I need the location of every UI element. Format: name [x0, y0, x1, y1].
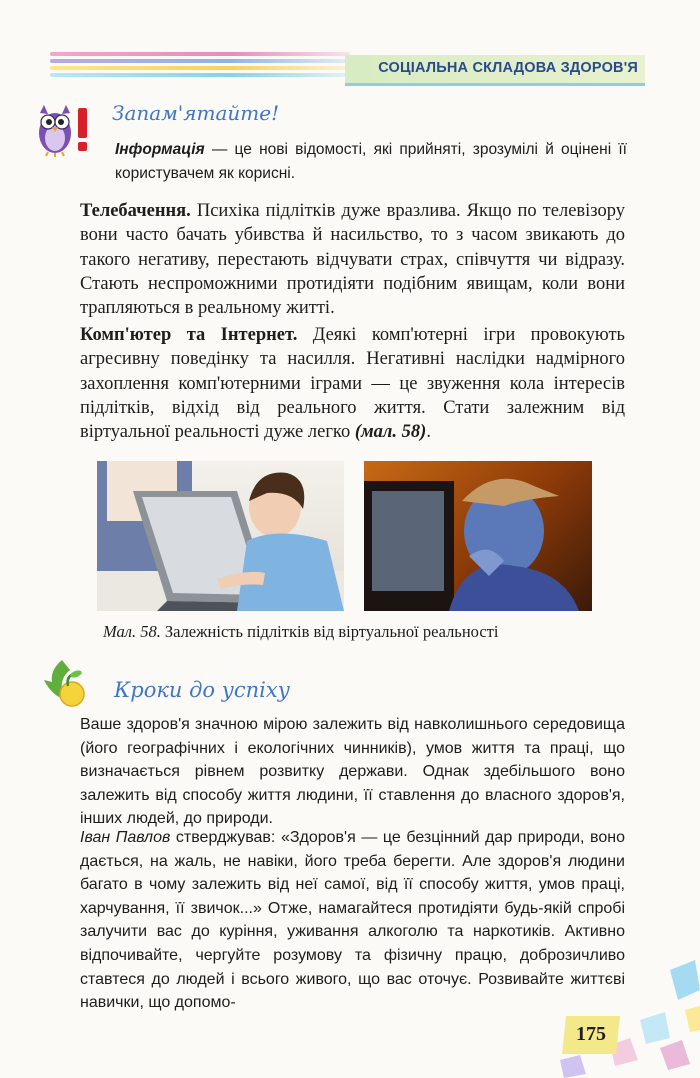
- remember-title: Запам'ятайте!: [112, 101, 280, 125]
- tv-heading: Телебачення.: [80, 201, 191, 221]
- pc-heading: Комп'ютер та Інтернет.: [80, 325, 298, 345]
- tv-text: Психіка підлітків дуже вразлива. Якщо по телевізору вони часто бачать убивства й насильство, то з часом звикають до такого негативу, перестають відчувати страх, співчуття чи відразу. Стають неспроможними протидіяти подібним явищам, коли вони трапляються в реальному житті.: [80, 201, 625, 319]
- photo-boy-screen: [364, 461, 592, 611]
- pc-end: .: [426, 422, 431, 443]
- paragraph-computer: [80, 323, 625, 444]
- page-header-title: СОЦІАЛЬНА СКЛАДОВА ЗДОРОВ'Я: [378, 60, 638, 76]
- figure-label: Мал. 58.: [103, 622, 161, 641]
- steps-paragraph-1: Ваше здоров'я значною мірою залежить від навколишнього середовища (його географічних і екологічних чинників), умов життя та праці, що визначається рівнем розвитку держави. Однак здебільшого воно залежить від способу життя людини, її ставлення до власного здоров'я, інших людей, до природи.: [80, 716, 625, 828]
- definition-text: [115, 138, 627, 186]
- definition-term: Інформація: [115, 141, 205, 158]
- page-number: 175: [576, 1023, 606, 1045]
- figure-caption-text: Залежність підлітків від віртуальної реальності: [164, 622, 499, 641]
- steps-to-success-icon: [42, 656, 100, 708]
- owl-icon: [33, 100, 93, 158]
- paragraph-tv: [80, 199, 625, 320]
- figure-ref: (мал. 58): [354, 422, 427, 443]
- pc-text: Деякі комп'ютерні ігри провокують агресивну поведінку та насилля. Негативні наслідки надмірного захоплення комп'ютерними іграми — це звуження кола інтересів підлітків, відхід від реального життя. Стати залежним від віртуальної реальності дуже легко: [80, 325, 625, 443]
- steps-title: Кроки до успіху: [114, 678, 290, 702]
- photo-boy-laptop: [97, 461, 344, 611]
- paragraph-environment: [80, 713, 625, 831]
- header-stripes: [50, 52, 350, 82]
- definition-body: — це нові відомості, які прийняті, зрозумілі й оцінені її користувачем як корисні.: [115, 141, 627, 182]
- author-name: Іван Павлов: [80, 829, 171, 846]
- steps-paragraph-2: стверджував: «Здоров'я — це безцінний дар природи, воно дається, на жаль, не навіки, його треба берегти. Але здоров'я людини багато в чому залежить від неї самої, від її способу життя, умов праці, харчування, її звичок...» Отже, намагайтеся протидіяти будь-якій спробі залучити вас до куріння, уживання алкоголю та наркотиків. Активно відпочивайте, чергуйте розумову та фізичну працю, доброзичливо ставтеся до людей і всього живого, що вас оточує. Розвивайте життєві навички, що допомо-: [80, 829, 625, 1012]
- figure-caption: [103, 622, 498, 642]
